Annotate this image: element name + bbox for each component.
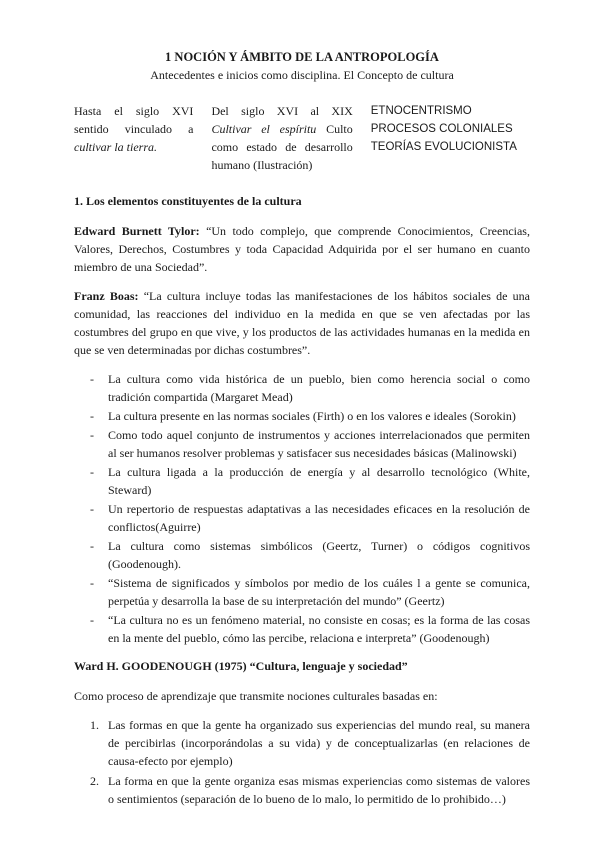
dash-marker: - xyxy=(90,502,94,516)
concept-item: TEORÍAS EVOLUCIONISTA xyxy=(370,141,517,153)
list-item-text: Un repertorio de respuestas adaptativas a las necesidades eficaces en la resolución de conflictos(Aguirre) xyxy=(108,502,530,534)
list-item-text: La cultura como vida histórica de un pueblo, bien como herencia social o como tradición compartida (Margaret Mead) xyxy=(108,372,530,404)
tylor-definition xyxy=(74,222,530,276)
tylor-label: Edward Burnett Tylor: xyxy=(74,224,200,238)
list-item-text: La cultura presente en las normas sociales (Firth) o en los valores e ideales (Sorokin) xyxy=(108,409,516,423)
list-item xyxy=(74,500,530,536)
section-heading-goodenough: Ward H. GOODENOUGH (1975) “Cultura, lenguaje y sociedad” xyxy=(74,659,408,673)
column-xvi-xix-text: Del siglo XVI al XIX xyxy=(211,104,353,118)
goodenough-intro: Como proceso de aprendizaje que transmite nociones culturales basadas en: xyxy=(74,689,438,703)
column-pre-xvi-text: Hasta el siglo XVI sentido vinculado a xyxy=(74,104,194,136)
boas-text: “La cultura incluye todas las manifestaciones de los hábitos sociales de una comunidad, las reacciones del individuo en la medida en que se ven afectadas por las costumbres del grupo en que vive, y los productos de las actividades humanas en la medida en que se ven determinadas por dichas costumbres”. xyxy=(74,289,531,357)
column-xvi-xix-rest: Culto como estado de desarrollo humano (Ilustración) xyxy=(211,122,353,172)
concept-item: ETNOCENTRISMO xyxy=(370,105,472,117)
list-item-text: La cultura ligada a la producción de energía y al desarrollo tecnológico (White, Steward) xyxy=(108,465,530,497)
list-item xyxy=(74,370,530,406)
section-heading-elements: 1. Los elementos constituyentes de la cultura xyxy=(74,194,302,208)
page-subtitle: Antecedentes e inicios como disciplina. El Concepto de cultura xyxy=(150,68,454,82)
numbered-item xyxy=(74,716,530,770)
dash-marker: - xyxy=(90,428,94,442)
dash-marker: - xyxy=(90,613,94,627)
list-item-text: La cultura como sistemas simbólicos (Geertz, Turner) o códigos cognitivos (Goodenough). xyxy=(108,539,530,571)
number-marker: 2. xyxy=(90,774,99,788)
concept-item: PROCESOS COLONIALES xyxy=(370,123,513,135)
dash-marker: - xyxy=(90,539,94,553)
list-item xyxy=(74,426,530,462)
dash-marker: - xyxy=(90,372,94,386)
numbered-item-text: La forma en que la gente organiza esas mismas experiencias como sistemas de valores o sentimientos (separación de lo bueno de lo malo, lo permitido de lo prohibido…) xyxy=(108,774,530,806)
boas-definition xyxy=(74,287,530,359)
list-item xyxy=(74,574,530,610)
list-item-text: Como todo aquel conjunto de instrumentos y acciones interrelacionados que permiten al ser humanos resolver problemas y satisfacer sus necesidades básicas (Malinowski) xyxy=(108,428,530,460)
list-item xyxy=(74,463,530,499)
number-marker: 1. xyxy=(90,718,99,732)
numbered-item xyxy=(74,772,530,808)
column-pre-xvi-italic: cultivar la tierra. xyxy=(74,140,157,154)
goodenough-list xyxy=(74,716,530,808)
column-xvi-xix-italic: Cultivar el espíritu xyxy=(211,122,317,136)
tylor-text: “Un todo complejo, que comprende Conocimientos, Creencias, Valores, Derechos, Costumbres y toda Capacidad Adquirida por el ser humano en cuanto miembro de una Sociedad”. xyxy=(74,224,530,274)
boas-label: Franz Boas: xyxy=(74,289,139,303)
numbered-item-text: Las formas en que la gente ha organizado sus experiencias del mundo real, su manera de percibirlas (incorporándolas a su vida) y de conceptualizarlas (en relaciones de causa-efecto por ejemplo) xyxy=(108,718,530,768)
culture-definitions-list xyxy=(74,370,530,647)
list-item xyxy=(74,537,530,573)
dash-marker: - xyxy=(90,576,94,590)
column-xvi-xix xyxy=(211,102,352,174)
timeline-columns xyxy=(74,102,530,174)
list-item xyxy=(74,611,530,647)
page-title: 1 NOCIÓN Y ÁMBITO DE LA ANTROPOLOGÍA xyxy=(165,50,439,64)
dash-marker: - xyxy=(90,465,94,479)
list-item-text: “La cultura no es un fenómeno material, no consiste en cosas; es la forma de las cosas en la mente del pueblo, cómo las percibe, relaciona e interpreta” (Goodenough) xyxy=(108,613,530,645)
dash-marker: - xyxy=(90,409,94,423)
list-item xyxy=(74,407,530,425)
column-concepts xyxy=(371,102,530,174)
column-pre-xvi xyxy=(74,102,193,174)
list-item-text: “Sistema de significados y símbolos por medio de los cuáles l a gente se comunica, perpetúa y desarrolla la base de su interpretación del mundo” (Geertz) xyxy=(108,576,530,608)
